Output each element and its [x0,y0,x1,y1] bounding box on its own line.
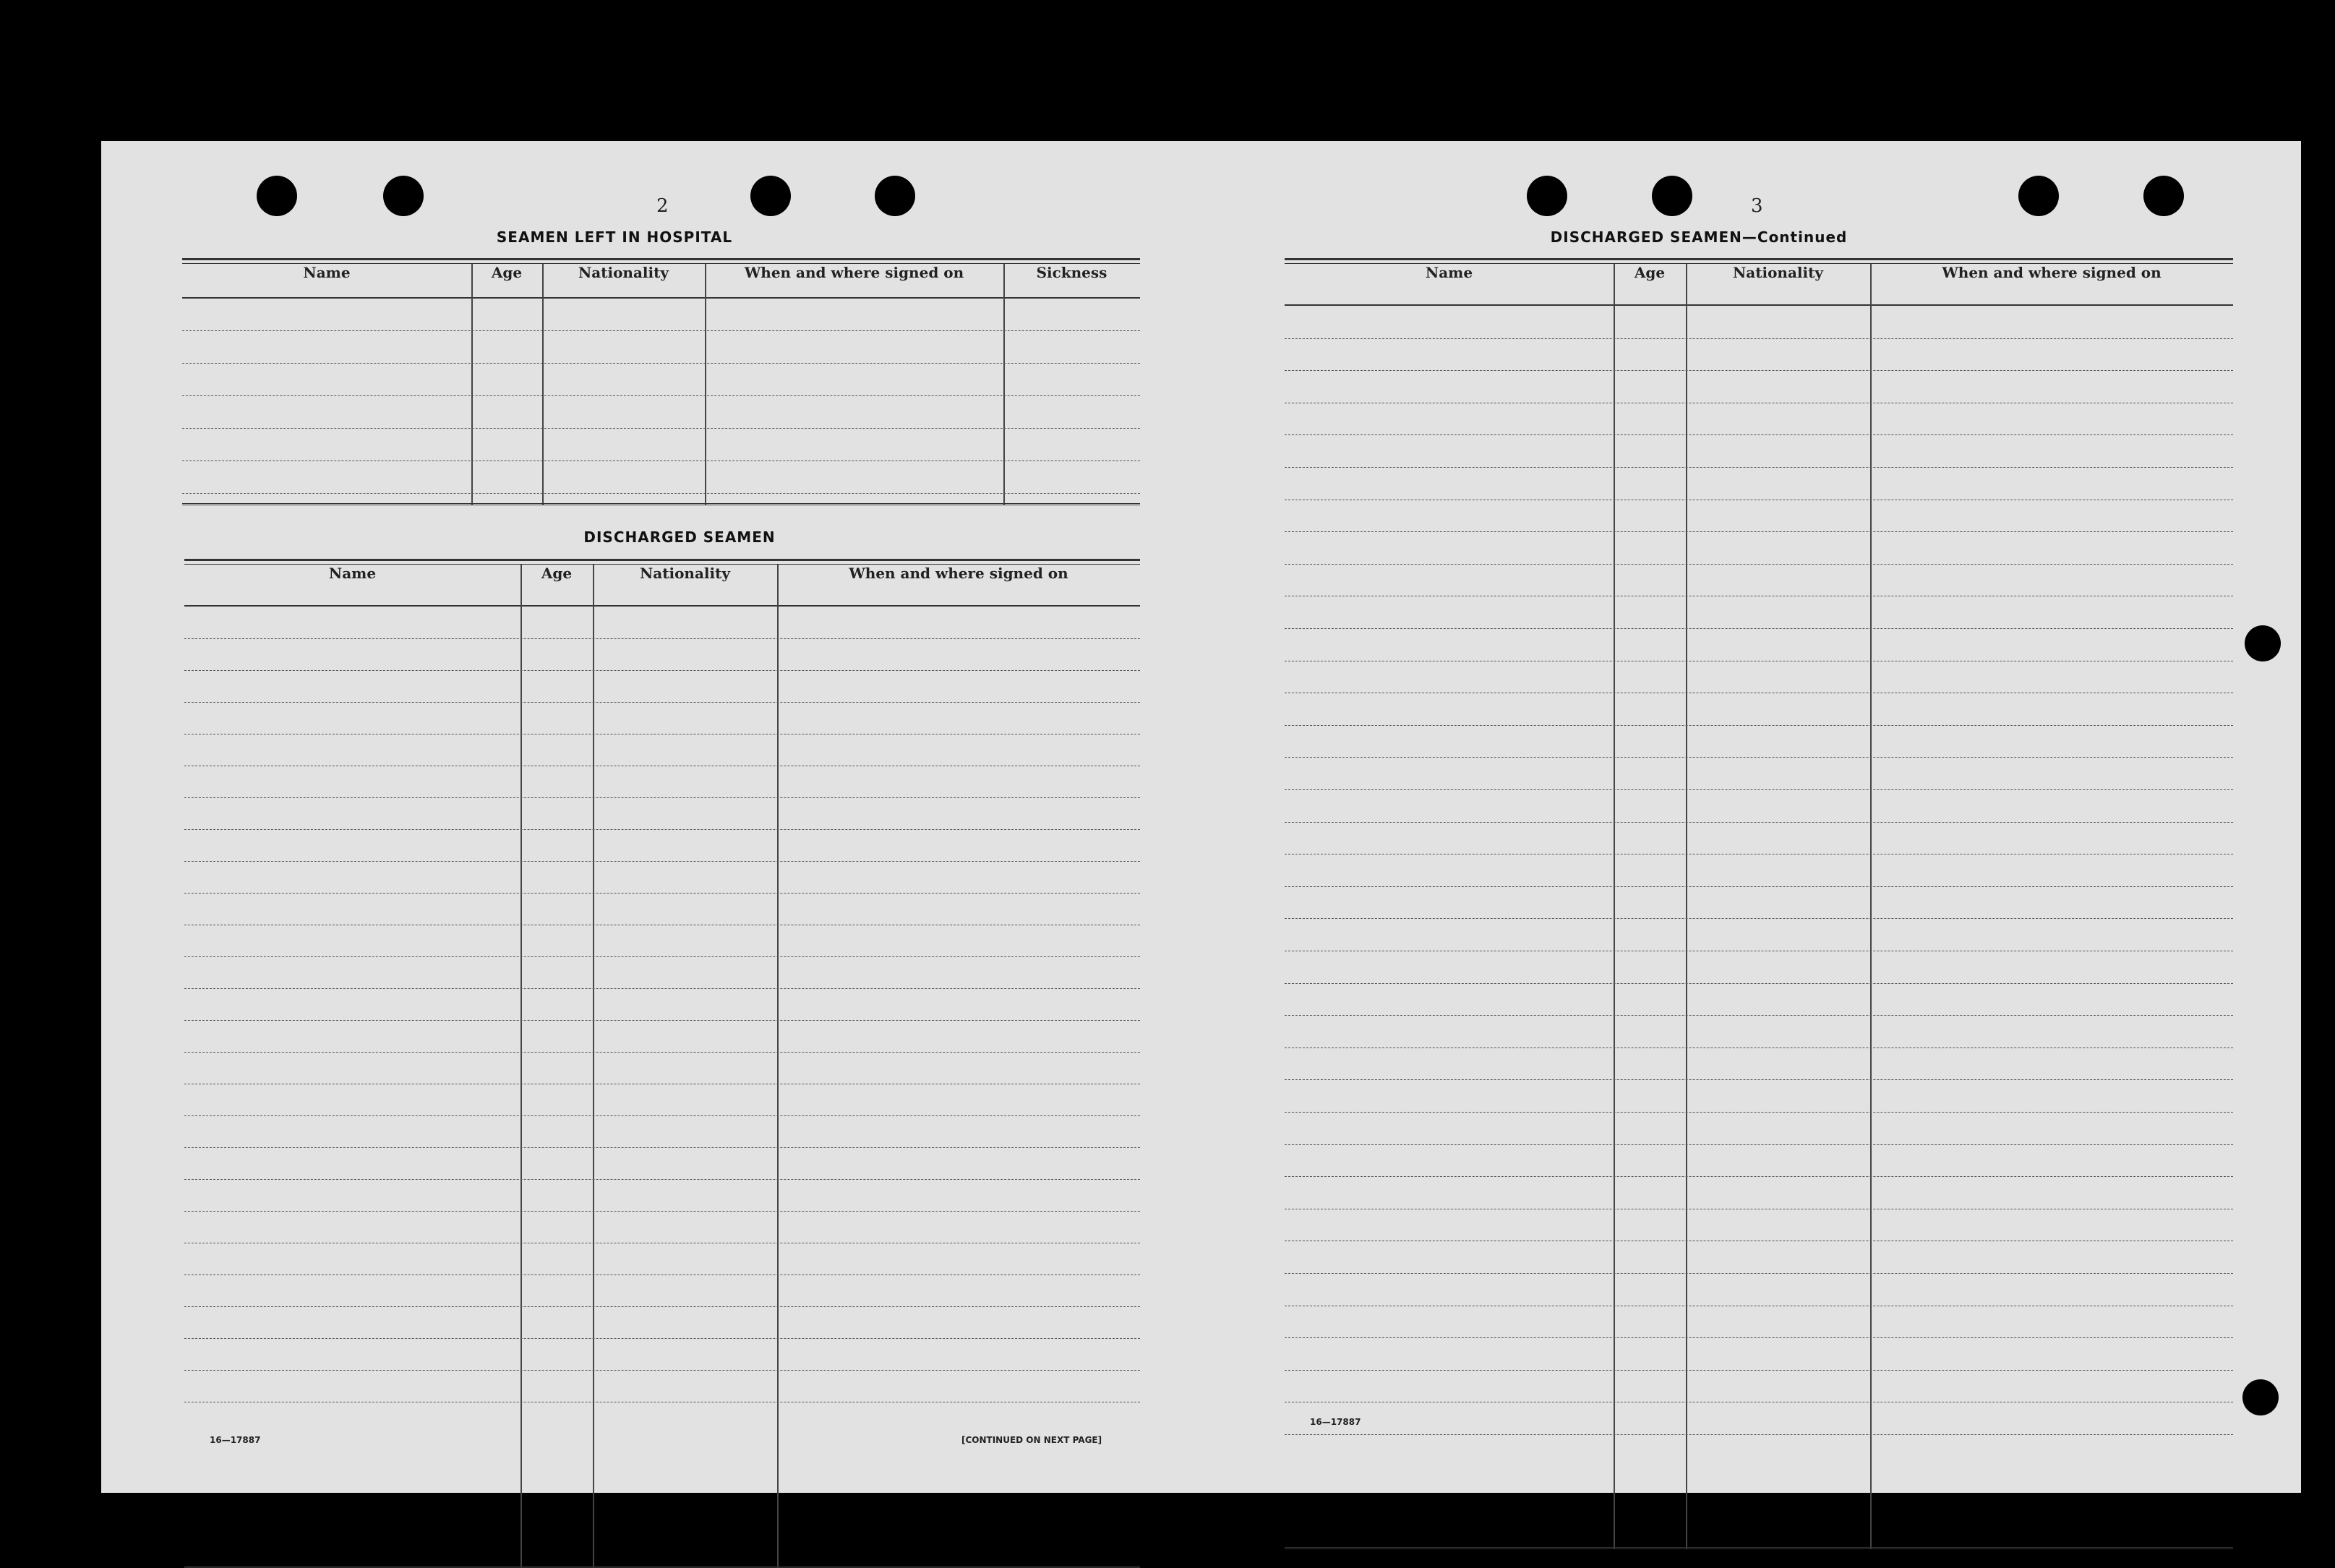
left-page-number: 2 [656,195,669,217]
punch-hole [2018,176,2059,216]
table-row-line [1285,628,2233,629]
header-name: Name [303,264,351,281]
table-row-line [1285,1337,2233,1338]
right-form-number: 16—17887 [1310,1417,1361,1427]
header-signed-on: When and where signed on [744,264,964,281]
table-row-line [184,670,1140,671]
table-row-line [184,893,1140,894]
table-row-line [184,829,1140,830]
header-nationality: Nationality [640,565,730,582]
table-row-line [184,861,1140,862]
table-row-line [1285,1370,2233,1371]
table-row-line [182,460,1140,461]
table-row-line [1285,434,2233,435]
table-row-line [184,1370,1140,1371]
header-age: Age [491,264,523,281]
header-name: Name [1425,264,1473,281]
document-sheet [101,141,2301,1493]
table-row-line [184,702,1140,703]
table-row-line [1285,757,2233,758]
table-row-line [182,428,1140,429]
header-nationality: Nationality [1733,264,1823,281]
table-row-line [1285,1176,2233,1177]
table-row-line [1285,338,2233,339]
table-row-line [1285,725,2233,726]
table-row-line [184,1211,1140,1212]
table-row-line [1285,531,2233,532]
table-row-line [1285,1273,2233,1274]
punch-hole [875,176,915,216]
punch-hole [1652,176,1692,216]
table-row-line [184,1020,1140,1021]
punch-hole [1527,176,1567,216]
discharged-continued-rows [1285,258,2233,1549]
table-row-line [1285,822,2233,823]
punch-hole [2245,625,2281,661]
punch-hole [2242,1379,2279,1415]
punch-hole [383,176,424,216]
table-row-line [184,1052,1140,1053]
table-row-line [184,956,1140,957]
table-row-line [1285,886,2233,887]
hospital-section-title: SEAMEN LEFT IN HOSPITAL [496,228,733,246]
table-row-line [184,1338,1140,1339]
table-row-line [184,1147,1140,1148]
right-page-number: 3 [1751,195,1763,217]
table-row-line [184,1306,1140,1307]
punch-hole [2143,176,2184,216]
discharged-section-title: DISCHARGED SEAMEN [583,528,776,546]
discharged-continued-title: DISCHARGED SEAMEN—Continued [1550,228,1848,246]
table-row-line [184,988,1140,989]
header-age: Age [541,565,573,582]
header-nationality: Nationality [578,264,669,281]
discharged-table [184,559,1140,1568]
punch-hole [750,176,791,216]
table-row-line [1285,1112,2233,1113]
table-row-line [1285,789,2233,790]
table-bottom-rule [1285,1547,2233,1549]
table-row-line [1285,370,2233,371]
discharged-rows [184,559,1140,1568]
punch-hole [257,176,297,216]
header-sickness: Sickness [1036,264,1107,281]
table-row-line [1285,983,2233,984]
hospital-table [182,258,1140,505]
discharged-continued-table [1285,258,2233,1549]
table-row-line [1285,1015,2233,1016]
continued-note: [CONTINUED ON NEXT PAGE] [961,1435,1102,1445]
table-row-line [182,395,1140,396]
table-row-line [182,363,1140,364]
header-name: Name [328,565,377,582]
table-bottom-rule [182,503,1140,505]
hospital-rows [182,258,1140,505]
table-row-line [184,1115,1140,1116]
header-signed-on: When and where signed on [1942,264,2162,281]
header-signed-on: When and where signed on [849,565,1068,582]
table-row-line [184,797,1140,798]
table-row-line [184,638,1140,639]
table-row-line [1285,918,2233,919]
table-row-line [1285,1079,2233,1080]
table-row-line [182,493,1140,494]
table-row-line [184,1274,1140,1275]
header-age: Age [1634,264,1666,281]
table-row-line [184,1179,1140,1180]
table-row-line [1285,1144,2233,1145]
table-row-line [1285,467,2233,468]
table-row-line [1285,1434,2233,1435]
table-row-line [1285,564,2233,565]
left-form-number: 16—17887 [210,1435,261,1445]
table-row-line [182,330,1140,331]
